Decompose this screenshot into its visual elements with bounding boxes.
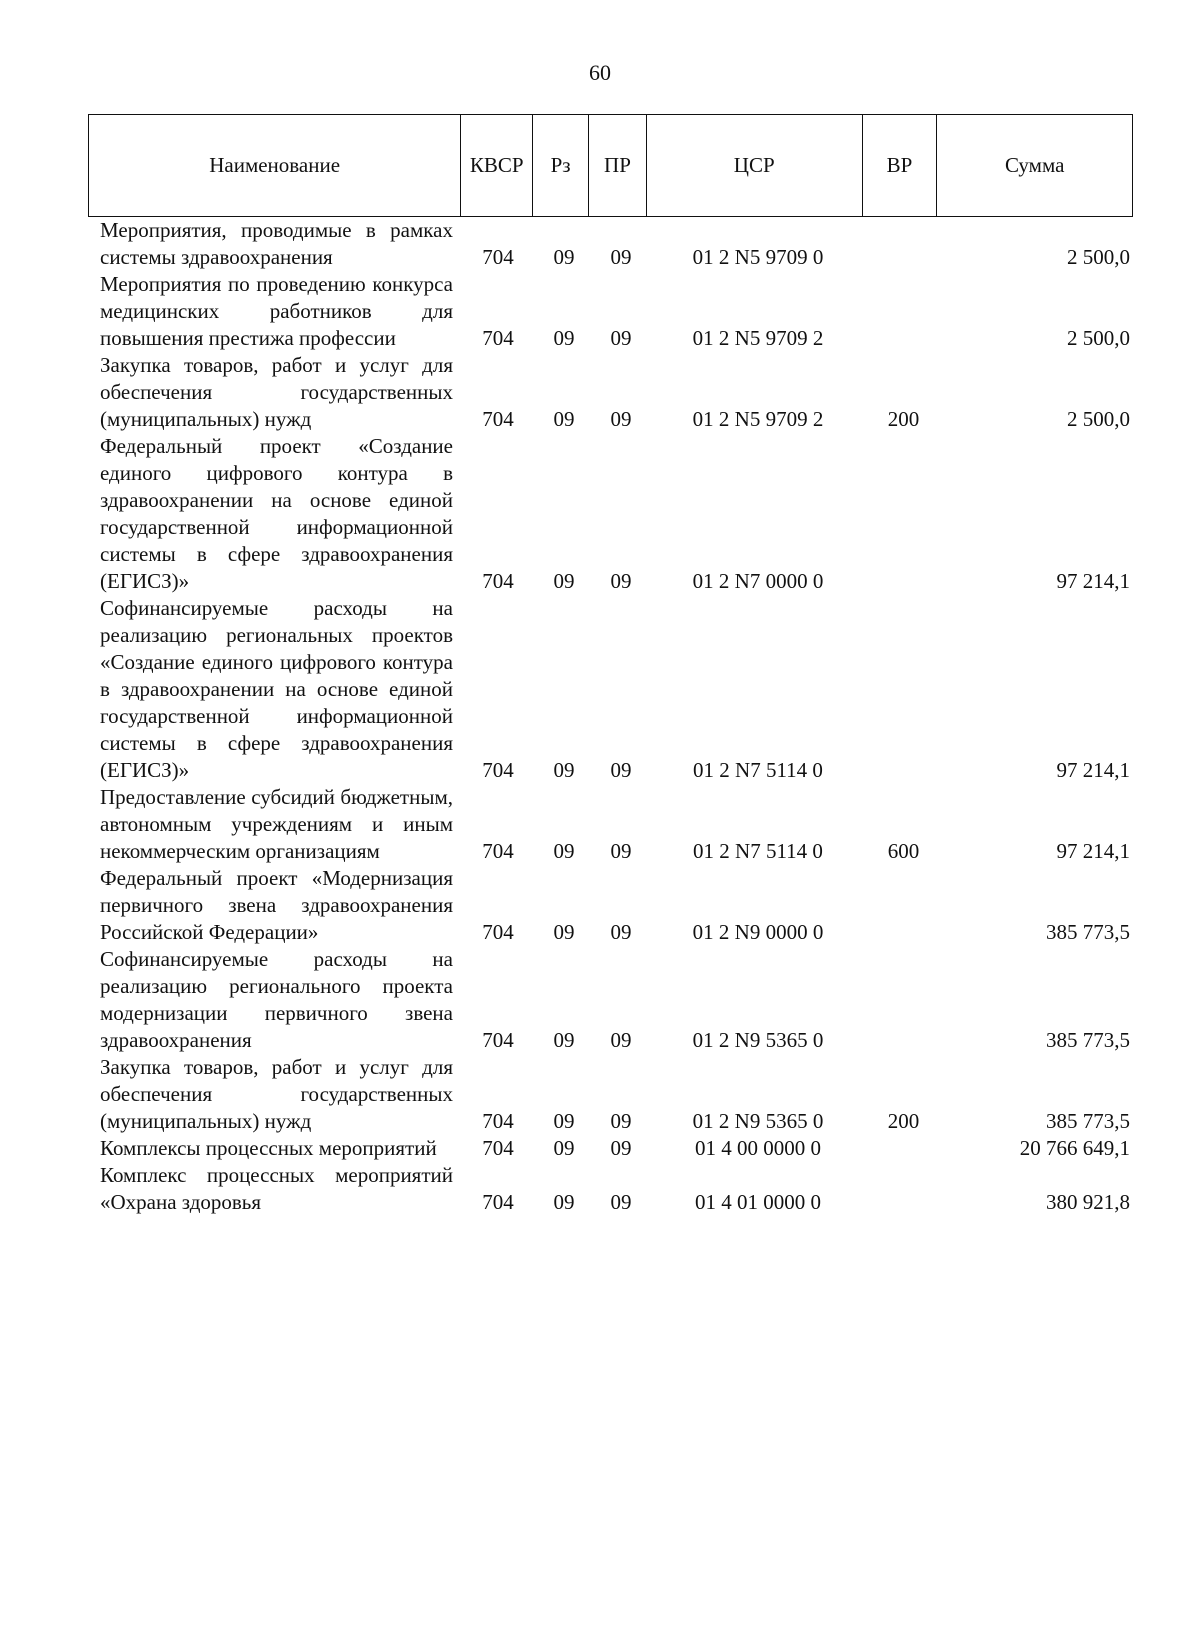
row-rz: 09: [553, 1028, 575, 1052]
row-rz: 09: [553, 326, 575, 350]
row-rz: 09: [553, 839, 575, 863]
row-name: Закупка товаров, работ и услуг для обеспечения государственных (муниципальных) нужд: [100, 1055, 453, 1133]
row-csr: 01 2 N5 9709 2: [692, 326, 824, 350]
row-sum: 385 773,5: [1046, 1028, 1130, 1052]
row-csr: 01 2 N7 5114 0: [693, 758, 823, 782]
table-row: [0, 271, 1200, 352]
table-row: [0, 433, 1200, 595]
header-csr: ЦСР: [647, 115, 863, 216]
row-sum: 2 500,0: [1067, 407, 1130, 431]
row-pr: 09: [610, 1190, 632, 1214]
table-body: [0, 217, 1200, 1216]
row-pr: 09: [610, 1136, 632, 1160]
row-kvsr: 704: [482, 1109, 514, 1133]
row-kvsr: 704: [482, 245, 514, 269]
row-rz: 09: [553, 1190, 575, 1214]
row-name: Закупка товаров, работ и услуг для обеспечения государственных (муниципальных) нужд: [100, 353, 453, 431]
row-pr: 09: [610, 245, 632, 269]
header-rz: Рз: [533, 115, 589, 216]
row-kvsr: 704: [482, 1136, 514, 1160]
header-kvsr: КВСР: [461, 115, 533, 216]
page-number: 60: [589, 60, 611, 85]
row-name: Комплексы процессных мероприятий: [100, 1136, 437, 1160]
row-name: Федеральный проект «Модернизация первичного звена здравоохранения Российской Федерации»: [100, 866, 453, 944]
row-kvsr: 704: [482, 569, 514, 593]
row-rz: 09: [553, 920, 575, 944]
table-row: [0, 1162, 1200, 1216]
row-sum: 97 214,1: [1056, 569, 1130, 593]
row-sum: 2 500,0: [1067, 326, 1130, 350]
row-sum: 380 921,8: [1046, 1190, 1130, 1214]
row-rz: 09: [553, 569, 575, 593]
row-pr: 09: [610, 407, 632, 431]
row-csr: 01 2 N9 0000 0: [692, 920, 824, 944]
row-pr: 09: [610, 758, 632, 782]
row-rz: 09: [553, 407, 575, 431]
row-kvsr: 704: [482, 407, 514, 431]
table-header: [88, 114, 1133, 217]
table-row: [0, 1054, 1200, 1135]
header-sum: Сумма: [1004, 153, 1065, 177]
row-pr: 09: [610, 326, 632, 350]
row-name: Федеральный проект «Создание единого цифрового контура в здравоохранении на основе единой государственной информационной системы в сфере здравоохранения (ЕГИСЗ)»: [100, 434, 453, 593]
row-kvsr: 704: [482, 758, 514, 782]
row-sum: 2 500,0: [1067, 245, 1130, 269]
row-name: Мероприятия, проводимые в рамках системы здравоохранения: [100, 218, 453, 269]
row-csr: 01 2 N9 5365 0: [692, 1028, 824, 1052]
row-pr: 09: [610, 569, 632, 593]
row-sum: 20 766 649,1: [1019, 1136, 1130, 1160]
table-row: [0, 1135, 1200, 1162]
table-row: [0, 865, 1200, 946]
row-rz: 09: [553, 245, 575, 269]
row-csr: 01 2 N5 9709 2: [692, 407, 824, 431]
row-pr: 09: [610, 839, 632, 863]
row-vr: 200: [887, 1109, 920, 1133]
row-sum: 385 773,5: [1046, 1109, 1130, 1133]
table-row: [0, 946, 1200, 1054]
table-row: [0, 784, 1200, 865]
header-vr: ВР: [863, 115, 938, 216]
row-pr: 09: [610, 920, 632, 944]
row-pr: 09: [610, 1109, 632, 1133]
row-kvsr: 704: [482, 1028, 514, 1052]
row-kvsr: 704: [482, 1190, 514, 1214]
row-csr: 01 2 N7 0000 0: [692, 569, 824, 593]
row-name: Мероприятия по проведению конкурса медицинских работников для повышения престижа профессии: [100, 272, 453, 350]
row-pr: 09: [610, 1028, 632, 1052]
row-name: Софинансируемые расходы на реализацию региональных проектов «Создание единого цифрового контура в здравоохранении на основе единой государственной информационной системы в сфере здравоохранения (ЕГИСЗ)»: [100, 596, 453, 782]
row-csr: 01 2 N9 5365 0: [692, 1109, 824, 1133]
row-kvsr: 704: [482, 920, 514, 944]
row-csr: 01 2 N5 9709 0: [692, 245, 824, 269]
row-rz: 09: [553, 1109, 575, 1133]
row-rz: 09: [553, 1136, 575, 1160]
table-row: [0, 595, 1200, 784]
row-sum: 97 214,1: [1056, 758, 1130, 782]
row-sum: 97 214,1: [1056, 839, 1130, 863]
row-name: Предоставление субсидий бюджетным, автономным учреждениям и иным некоммерческим организациям: [100, 785, 453, 863]
row-kvsr: 704: [482, 839, 514, 863]
header-name: Наименование: [89, 115, 461, 216]
row-csr: 01 2 N7 5114 0: [693, 839, 823, 863]
row-sum: 385 773,5: [1046, 920, 1130, 944]
row-rz: 09: [553, 758, 575, 782]
header-pr: ПР: [589, 115, 647, 216]
row-name: Комплекс процессных мероприятий «Охрана здоровья: [100, 1163, 453, 1214]
row-vr: 600: [887, 839, 920, 863]
table-row: [0, 217, 1200, 271]
row-kvsr: 704: [482, 326, 514, 350]
row-name: Софинансируемые расходы на реализацию регионального проекта модернизации первичного звена здравоохранения: [100, 947, 453, 1052]
row-vr: 200: [887, 407, 920, 431]
row-csr: 01 4 01 0000 0: [695, 1190, 821, 1214]
table-row: [0, 352, 1200, 433]
row-csr: 01 4 00 0000 0: [695, 1136, 821, 1160]
